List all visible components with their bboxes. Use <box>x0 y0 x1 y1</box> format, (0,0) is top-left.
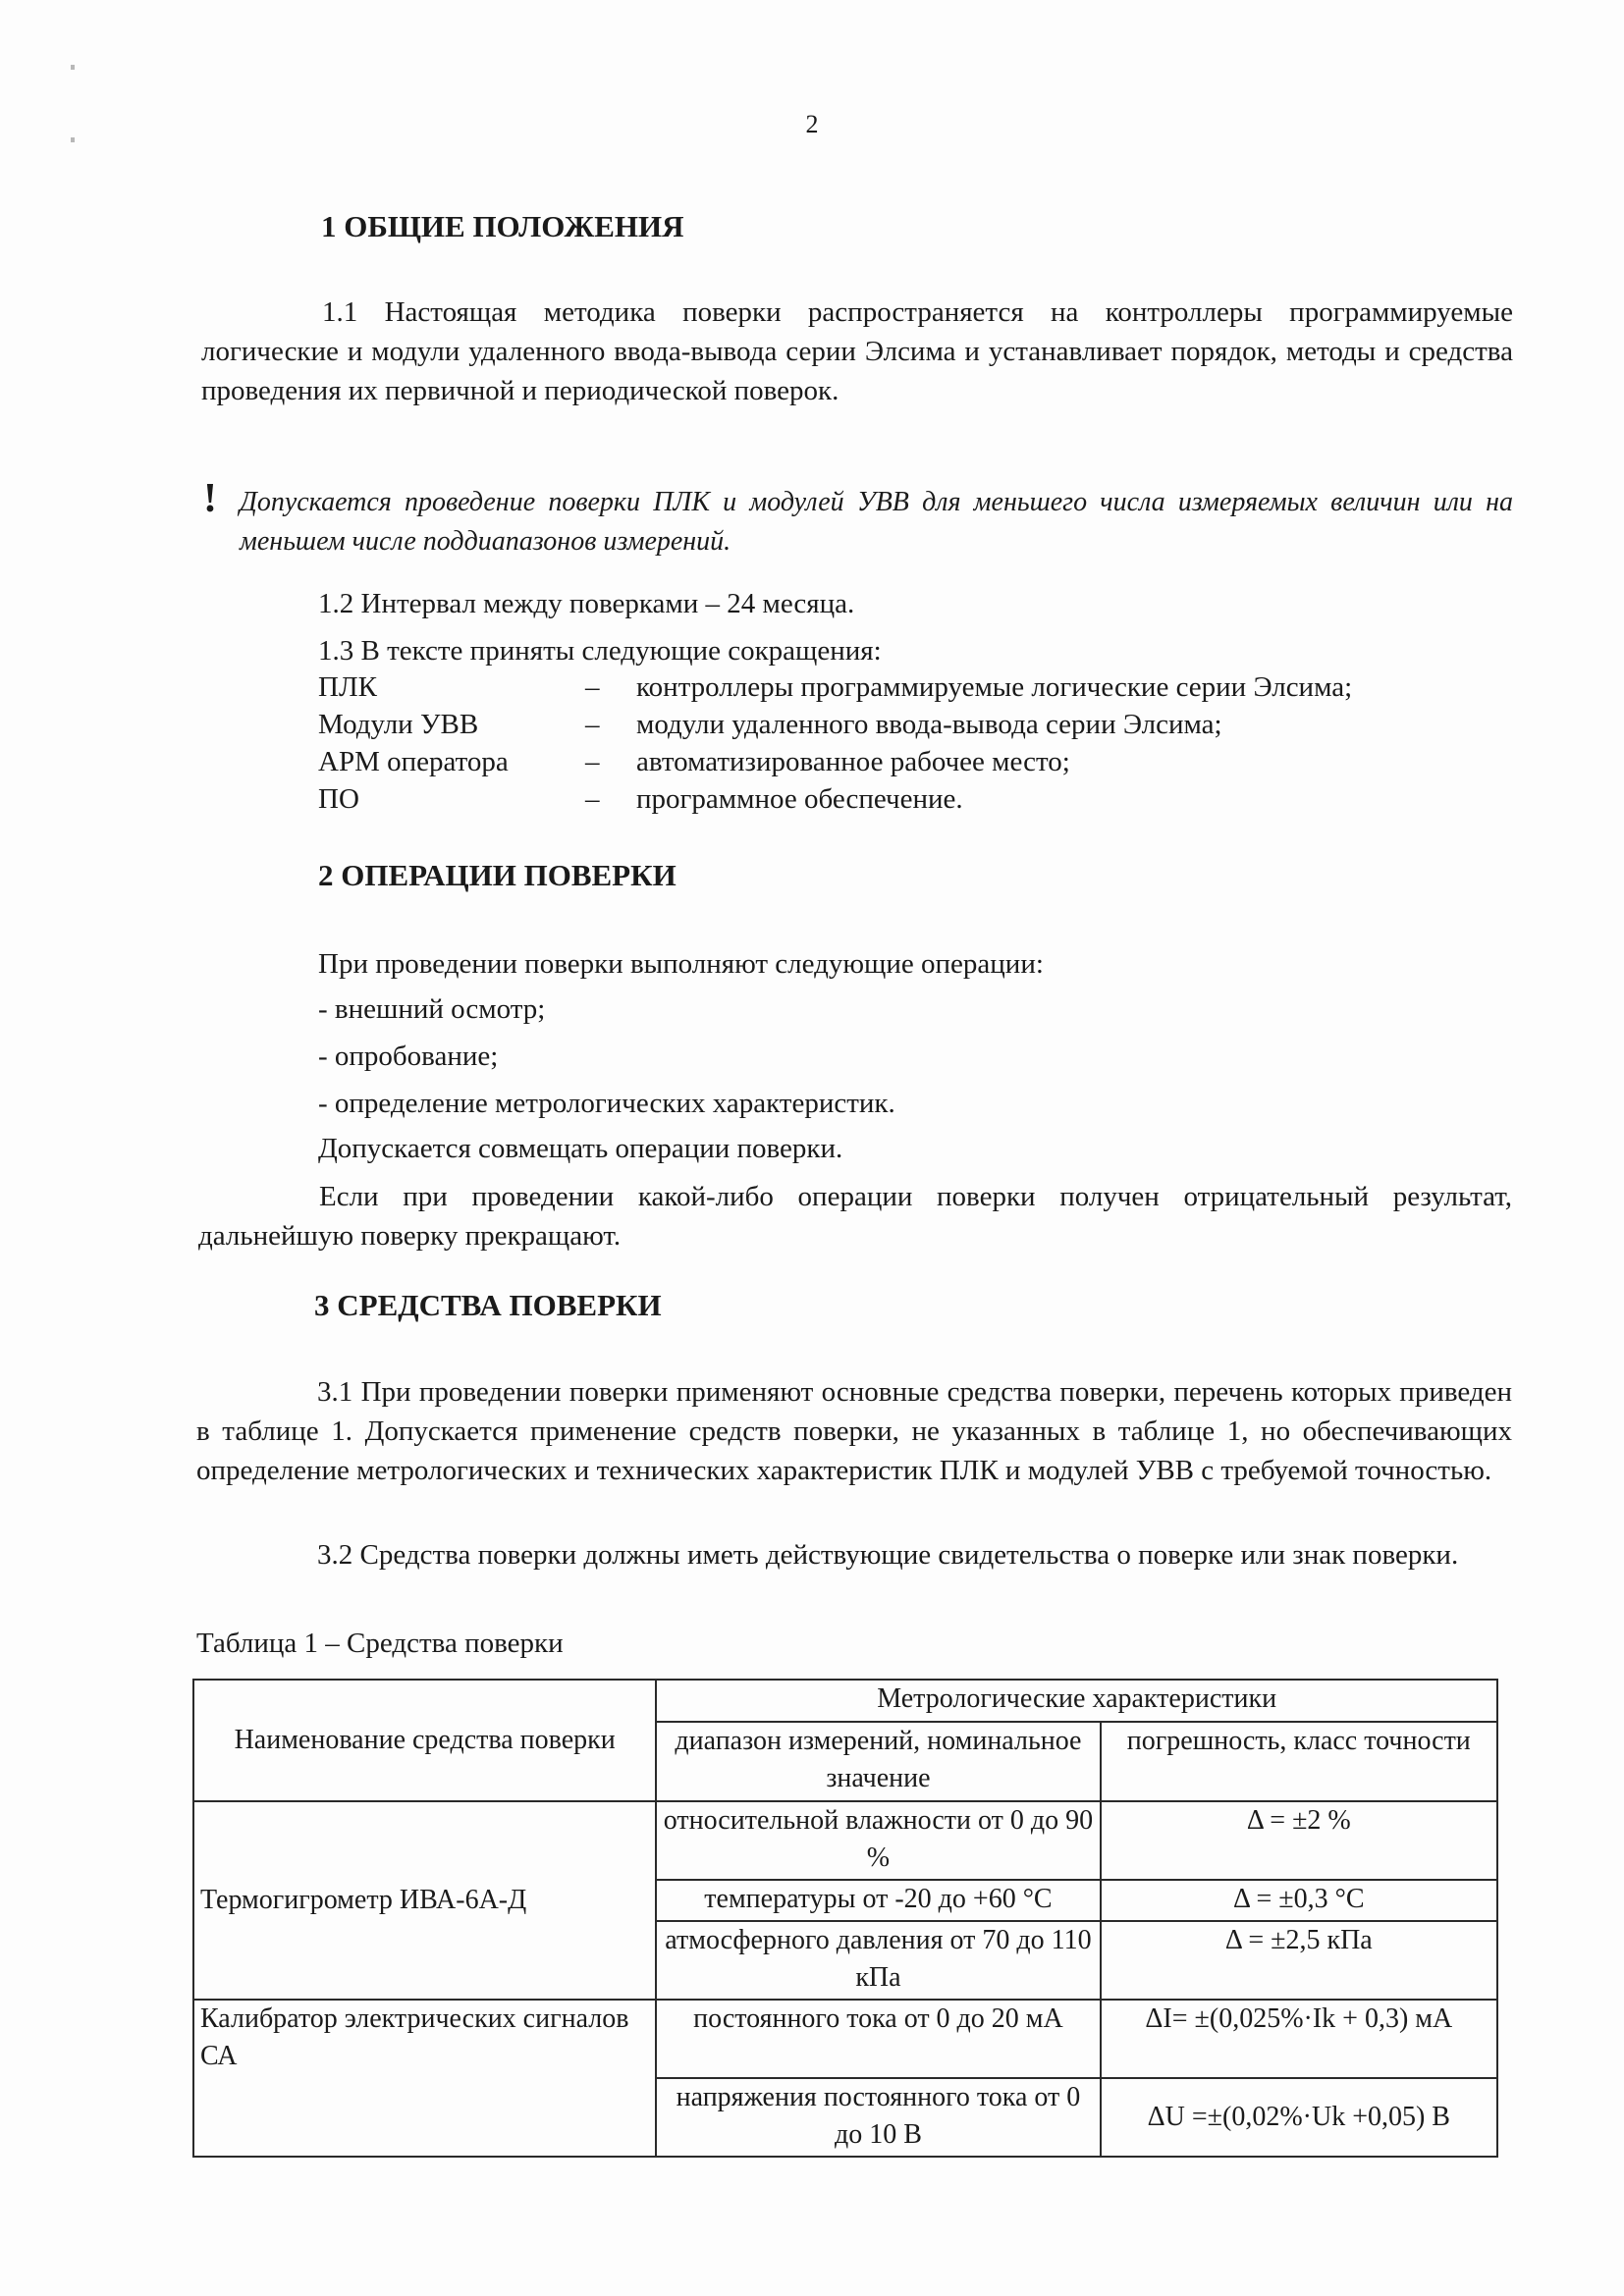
section-3-heading: 3 СРЕДСТВА ПОВЕРКИ <box>314 1288 662 1322</box>
abbr-meaning: программное обеспечение. <box>636 783 963 815</box>
range-cell: атмосферного давления от 70 до 110 кПа <box>656 1921 1100 2000</box>
abbr-meaning: контроллеры программируемые логические серии Элсима; <box>636 671 1353 703</box>
abbr-dash: – <box>585 709 600 740</box>
abbr-dash: – <box>585 671 600 703</box>
range-cell: температуры от -20 до +60 °С <box>656 1880 1100 1921</box>
abbr-meaning: автоматизированное рабочее место; <box>636 746 1070 777</box>
abbreviation-list <box>318 668 1352 818</box>
abbreviation-item <box>318 668 1352 706</box>
header-instrument-name: Наименование средства поверки <box>193 1680 656 1801</box>
accuracy-cell: ΔU =±(0,02%·Uk +0,05) В <box>1101 2078 1497 2157</box>
abbr-term: ПО <box>318 783 359 815</box>
abbr-dash: – <box>585 746 600 777</box>
section-1-heading: 1 ОБЩИЕ ПОЛОЖЕНИЯ <box>321 209 684 243</box>
operations-intro: При проведении поверки выполняют следующие операции: <box>318 948 1044 980</box>
abbr-dash: – <box>585 783 600 815</box>
paragraph-3-1: 3.1 При проведении поверки применяют основные средства поверки, перечень которых приведен в таблице 1. Допускается применение средств поверки, не указанных в таблице 1, но обеспечивающих определение метрологических и технических характеристик ПЛК и модулей УВВ с требуемой точностью. <box>196 1376 1512 1486</box>
header-metrological-group: Метрологические характеристики <box>656 1680 1497 1722</box>
accuracy-cell: Δ = ±2,5 кПа <box>1101 1921 1497 2000</box>
header-range: диапазон измерений, номинальное значение <box>656 1722 1100 1801</box>
range-cell: относительной влажности от 0 до 90 % <box>656 1801 1100 1880</box>
note-text: Допускается проведение поверки ПЛК и модулей УВВ для меньшего числа измеряемых величин или на меньшем числе поддиапазонов измерений. <box>240 487 1513 557</box>
instrument-cell: Калибратор электрических сигналов СА <box>193 2000 656 2157</box>
page-number: 2 <box>805 110 819 138</box>
abbr-meaning: модули удаленного ввода-вывода серии Элсима; <box>636 709 1222 740</box>
instrument-cell: Термогигрометр ИВА-6А-Д <box>193 1801 656 2000</box>
paragraph-1-3: 1.3 В тексте приняты следующие сокращения: <box>318 635 882 667</box>
operation-item: - опробование; <box>318 1041 499 1072</box>
verification-tools-table <box>192 1679 1498 2158</box>
paragraph-1-2: 1.2 Интервал между поверками – 24 месяца. <box>318 588 855 619</box>
exclamation-icon: ! <box>203 476 217 521</box>
paragraph-3-2: 3.2 Средства поверки должны иметь действующие свидетельства о поверке или знак поверки. <box>317 1539 1459 1571</box>
table-caption: Таблица 1 – Средства поверки <box>196 1628 564 1659</box>
abbreviation-item <box>318 743 1352 780</box>
abbreviation-item <box>318 780 1352 818</box>
accuracy-cell: Δ = ±2 % <box>1101 1801 1497 1880</box>
accuracy-cell: ΔI= ±(0,025%·Ik + 0,3) мА <box>1101 2000 1497 2078</box>
paragraph-1-1: 1.1 Настоящая методика поверки распространяется на контроллеры программируемые логические и модули удаленного ввода-вывода серии Элсима и устанавливает порядок, методы и средства проведения их первичной и периодической поверок. <box>201 296 1513 406</box>
range-cell: напряжения постоянного тока от 0 до 10 В <box>656 2078 1100 2157</box>
abbr-term: АРМ оператора <box>318 746 509 777</box>
combine-note: Допускается совмещать операции поверки. <box>318 1133 843 1164</box>
negative-result-paragraph: Если при проведении какой-либо операции поверки получен отрицательный результат, дальнейшую поверку прекращают. <box>198 1181 1512 1252</box>
abbr-term: ПЛК <box>318 671 377 703</box>
section-2-heading: 2 ОПЕРАЦИИ ПОВЕРКИ <box>318 858 677 892</box>
operation-item: - определение метрологических характеристик. <box>318 1088 895 1119</box>
range-cell: постоянного тока от 0 до 20 мА <box>656 2000 1100 2078</box>
accuracy-cell: Δ = ±0,3 °С <box>1101 1880 1497 1921</box>
header-accuracy: погрешность, класс точности <box>1101 1722 1497 1801</box>
abbr-term: Модули УВВ <box>318 709 479 740</box>
operation-item: - внешний осмотр; <box>318 993 546 1025</box>
scan-margin-mark <box>71 65 75 70</box>
abbreviation-item <box>318 706 1352 743</box>
